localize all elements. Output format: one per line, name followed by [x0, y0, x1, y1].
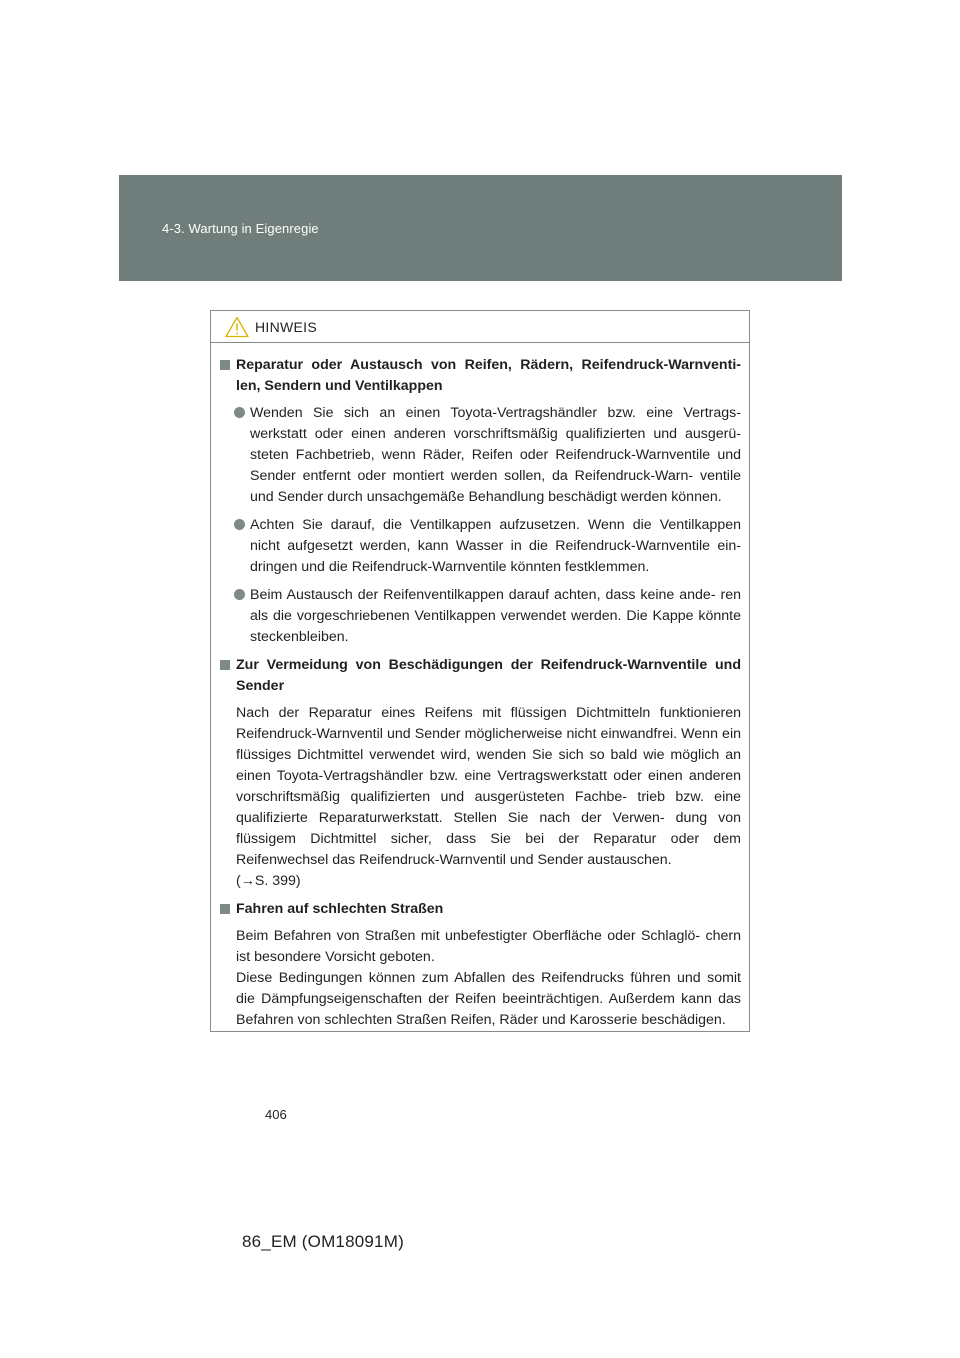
warning-triangle-icon	[225, 316, 249, 338]
square-bullet-icon	[220, 360, 230, 370]
section-heading-text: Reparatur oder Austausch von Reifen, Rädern, Reifendruck-Warnventi- len, Sendern und Ventilkappen	[236, 357, 741, 394]
section-heading	[219, 355, 741, 397]
list-item-text: Achten Sie darauf, die Ventilkappen aufzusetzen. Wenn die Ventilkappen nicht aufgesetzt werden, kann Wasser in die Reifendruck-Warnventile ein- dringen und die Reifendruck-Warnventile könnten festklemmen.	[250, 517, 741, 575]
paragraph	[219, 926, 741, 1031]
list-item	[219, 515, 741, 578]
list-item-text: Wenden Sie sich an einen Toyota-Vertragshändler bzw. eine Vertrags- werkstatt oder einen anderen vorschriftsmäßig qualifizierten und ausgerü- steten Fachbetrieb, wenn Räder, Reifen oder Reifendruck-Warnventile und Sender entfernt oder montiert werden sollen, da Reifendruck-Warn- ventile und Sender durch unsachgemäße Behandlung beschädigt werden können.	[250, 405, 741, 505]
round-bullet-icon	[234, 589, 245, 600]
list-item-text: Beim Austausch der Reifenventilkappen darauf achten, dass keine ande- ren als die vorgeschriebenen Ventilkappen verwendet werden. Die Kappe könnte steckenbleiben.	[250, 587, 741, 645]
paragraph-text: Nach der Reparatur eines Reifens mit flüssigen Dichtmitteln funktionieren Reifendruck-Warnventil und Sender möglicherweise nicht einwandfrei. Wenn ein flüssiges Dichtmittel verwendet wird, wenden Sie sich so bald wie möglich an einen Toyota-Vertragshändler bzw. eine Vertragswerkstatt oder einen anderen vorschriftsmäßig qualifizierten und ausgerüsteten Fachbe- trieb bzw. eine qualifizierte Reparaturwerkstatt. Stellen Sie nach der Verwen- dung von flüssigem Dichtmittel sicher, dass Sie bei der Reparatur oder dem Reifenwechsel das Reifendruck-Warnventil und Sender austauschen.	[236, 705, 741, 868]
page-reference-link[interactable]: (→S. 399)	[236, 873, 301, 889]
notice-body	[211, 343, 749, 1031]
round-bullet-icon	[234, 407, 245, 418]
paragraph-text: Beim Befahren von Straßen mit unbefestigter Oberfläche oder Schlaglö- chern ist besondere Vorsicht geboten.	[236, 928, 741, 965]
section-heading	[219, 899, 741, 920]
square-bullet-icon	[220, 660, 230, 670]
list-item	[219, 585, 741, 648]
round-bullet-icon	[234, 519, 245, 530]
document-code: 86_EM (OM18091M)	[242, 1232, 404, 1251]
list-item	[219, 403, 741, 508]
square-bullet-icon	[220, 904, 230, 914]
section-heading-text: Zur Vermeidung von Beschädigungen der Reifendruck-Warnventile und Sender	[236, 657, 741, 694]
section-header-band	[119, 175, 842, 281]
section-heading	[219, 655, 741, 697]
section-title: 4-3. Wartung in Eigenregie	[162, 221, 319, 236]
section-heading-text: Fahren auf schlechten Straßen	[236, 901, 444, 917]
notice-header	[211, 311, 749, 343]
notice-box	[210, 310, 750, 1032]
notice-title: HINWEIS	[255, 318, 317, 335]
paragraph	[219, 703, 741, 892]
paragraph-text: Diese Bedingungen können zum Abfallen des Reifendrucks führen und somit die Dämpfungseigenschaften der Reifen beeinträchtigen. Außerdem kann das Befahren von schlechten Straßen Reifen, Räder und Karosserie beschädigen.	[236, 970, 741, 1028]
page-number: 406	[265, 1107, 287, 1122]
